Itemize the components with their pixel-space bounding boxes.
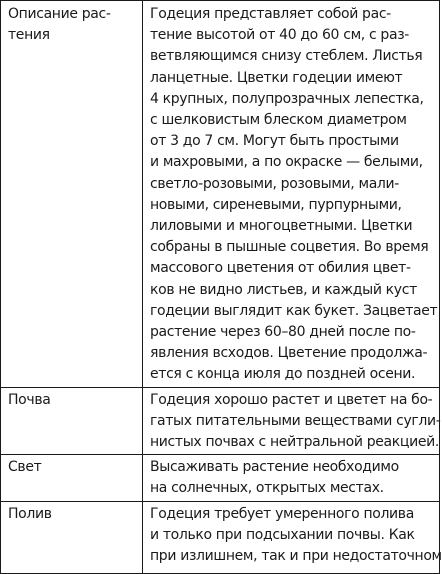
row-label-cell	[1, 455, 143, 501]
text-line: Описание рас-	[8, 6, 111, 22]
text-line: Свет	[8, 459, 42, 476]
text-line: растение через 60–80 дней после по-	[150, 324, 416, 341]
table-body	[1, 1, 440, 574]
table-row	[1, 1, 440, 388]
text-line: при излишнем, так и при недостаточном	[150, 548, 442, 565]
text-line: новыми, сиреневыми, пурпурными,	[150, 196, 402, 213]
text-line: Высаживать растение необходимо	[150, 459, 399, 476]
text-line: лиловыми и многоцветными. Цветки	[150, 218, 413, 235]
row-label	[8, 504, 142, 525]
row-label	[8, 457, 142, 478]
text-line: гатых питательными веществами сугли-	[150, 412, 441, 429]
text-line: ланцетные. Цветки годеции имеют	[150, 69, 403, 86]
row-description	[150, 4, 439, 386]
table-row	[1, 387, 440, 455]
table-row	[1, 501, 440, 574]
table-row	[1, 455, 440, 501]
text-line: годеции выглядит как букет. Зацветает	[150, 302, 438, 319]
row-description-cell	[143, 501, 440, 574]
text-line: на солнечных, открытых местах.	[150, 480, 384, 497]
text-line: Годеция требует умеренного полива	[150, 505, 414, 522]
text-line: явления всходов. Цветение продолжа-	[150, 345, 428, 362]
row-label-cell	[1, 1, 143, 388]
text-line: Годеция представляет собой рас-	[150, 6, 391, 22]
text-line: и махровыми, а по окраске — белыми,	[150, 154, 423, 171]
row-label-cell	[1, 501, 143, 574]
text-line: ется с конца июля до поздней осени.	[150, 366, 416, 383]
row-description	[150, 390, 439, 454]
text-line: ветвляющимся снизу стеблем. Листья	[150, 48, 423, 65]
text-line: Почва	[8, 391, 51, 408]
text-line: от 3 до 7 см. Могут быть простыми	[150, 133, 399, 150]
text-line: и только при подсыхании почвы. Как	[150, 526, 415, 543]
text-line: нистых почвах с нейтральной реакцией.	[150, 434, 439, 451]
row-description-cell	[143, 1, 440, 388]
row-description	[150, 504, 442, 568]
row-label	[8, 4, 142, 46]
text-line: 4 крупных, полупрозрачных лепестка,	[150, 90, 424, 107]
text-line: тения	[8, 27, 50, 44]
text-line: собраны в пышные соцветия. Во время	[150, 239, 429, 256]
row-description	[150, 457, 439, 499]
text-line: с шелковистым блеском диаметром	[150, 112, 407, 129]
text-line: ков не видно листьев, и каждый куст	[150, 281, 417, 298]
text-line: Полив	[8, 505, 52, 522]
row-description-cell	[143, 455, 440, 501]
text-line: массового цветения от обилия цвет-	[150, 260, 411, 277]
row-description-cell	[143, 387, 440, 455]
row-label-cell	[1, 387, 143, 455]
text-line: тение высотой от 40 до 60 см, с раз-	[150, 27, 409, 44]
row-label	[8, 390, 142, 411]
text-line: светло-розовыми, розовыми, мали-	[150, 175, 399, 192]
text-line: Годеция хорошо растет и цветет на бо-	[150, 391, 433, 408]
